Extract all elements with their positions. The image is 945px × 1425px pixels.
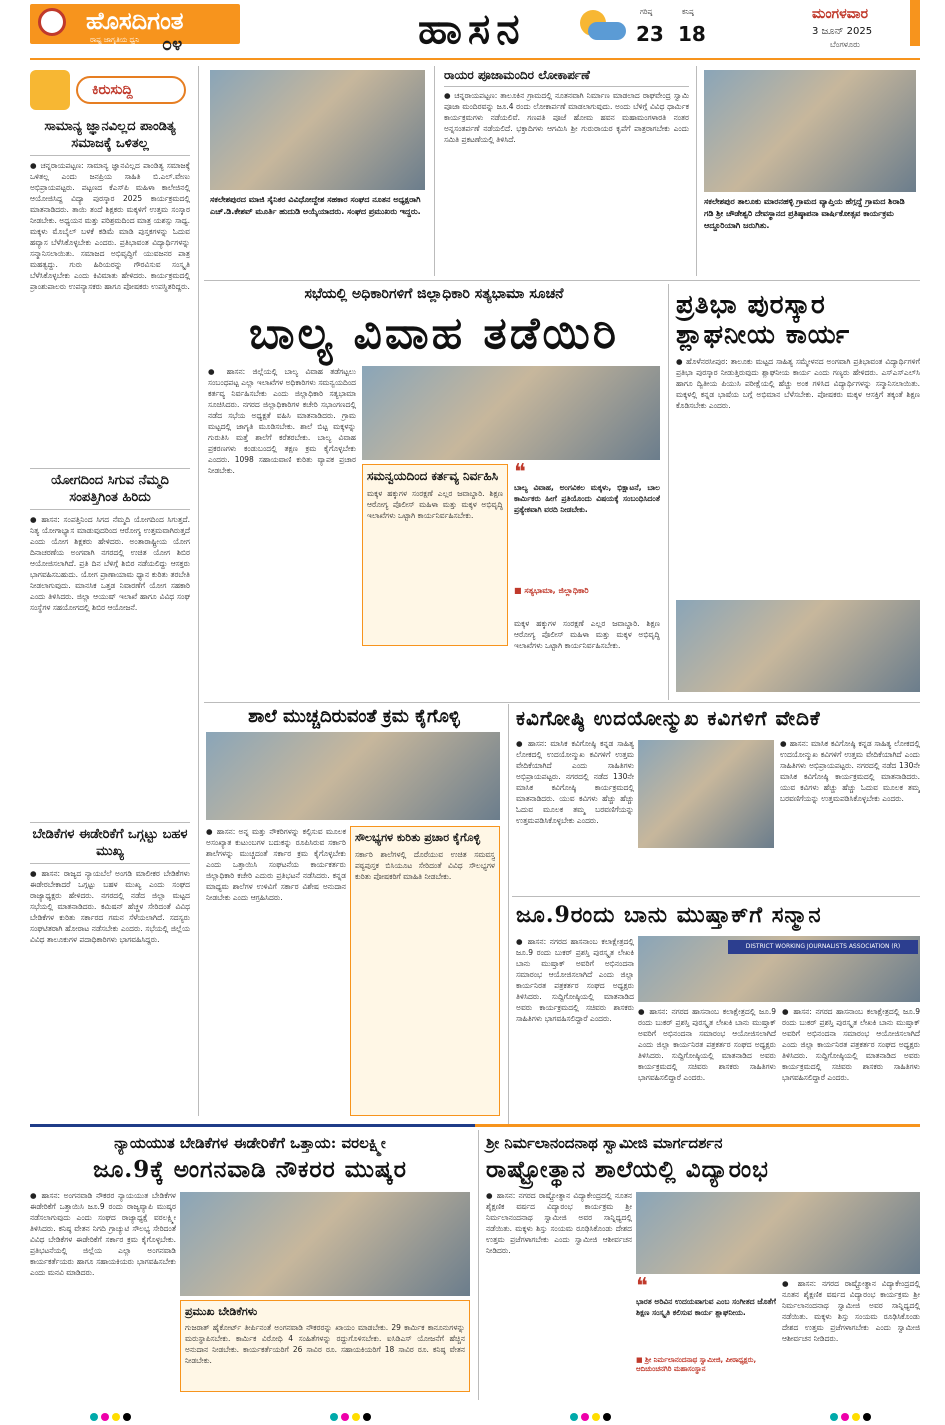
logo-text: ಹೊಸದಿಗಂತ xyxy=(86,7,184,35)
kavigoshti-body-continued: ● ಹಾಸನ: ಮಾಸಿಕ ಕವಿಗೋಷ್ಠಿ ಕನ್ನಡ ಸಾಹಿತ್ಯ ಲೋಕದಲ್ಲಿ ಉದಯೋನ್ಮುಖ ಕವಿಗಳಿಗೆ ಉತ್ತಮ ವೇದಿಕೆಯಾಗಿದೆ ಎಂದು ಸಾಹಿತಿಗಳು ಅಭಿಪ್ರಾಯಪಟ್ಟರು. ನಗರದಲ್ಲಿ ನಡೆದ 130ನೇ ಮಾಸಿಕ ಕವಿಗೋಷ್ಠಿ ಕಾರ್ಯಕ್ರಮದಲ್ಲಿ ಮಾತನಾಡಿದರು. ಯುವ ಕವಿಗಳು ಹೆಚ್ಚು ಹೆಚ್ಚು ಓದುವ ಮೂಲಕ ತಮ್ಮ ಬರವಣಿಗೆಯನ್ನು ಉತ್ತಮಪಡಿಸಿಕೊಳ್ಳಬೇಕು ಎಂದರು. xyxy=(780,739,920,803)
lead-quote xyxy=(514,460,660,614)
registration-marks-left xyxy=(90,1406,134,1425)
rayara-title: ರಾಯರ ಪೂಜಾಮಂದಿರ ಲೋಕಾರ್ಪಣೆ xyxy=(444,68,689,87)
photo-sainikara-sangha xyxy=(210,70,425,190)
registration-marks-mid xyxy=(330,1406,374,1425)
divider xyxy=(508,704,509,1124)
corner-tab xyxy=(910,0,920,46)
lead-box xyxy=(362,464,508,646)
banu-body-2: ● ಹಾಸನ: ನಗರದ ಹಾಸನಾಂಬ ಕಲಾಕ್ಷೇತ್ರದಲ್ಲಿ ಜೂ.9 ರಂದು ಬುಕರ್ ಪ್ರಶಸ್ತಿ ಪುರಸ್ಕೃತ ಲೇಖಕಿ ಬಾನು ಮುಷ್ತಾಕ್ ಅವರಿಗೆ ಅಭಿನಂದನಾ ಸಮಾರಂಭ ಆಯೋಜಿಸಲಾಗಿದೆ ಎಂದು ಜಿಲ್ಲಾ ಕಾರ್ಯನಿರತ ಪತ್ರಕರ್ತರ ಸಂಘದ ಅಧ್ಯಕ್ಷರು ತಿಳಿಸಿದರು. ಸುದ್ದಿಗೋಷ್ಠಿಯಲ್ಲಿ ಮಾತನಾಡಿದ ಅವರು ಕಾರ್ಯಕ್ರಮದಲ್ಲಿ ಸಚಿವರು ಶಾಸಕರು ಸಾಹಿತಿಗಳು ಭಾಗವಹಿಸಲಿದ್ದಾರೆ ಎಂದರು. xyxy=(638,1007,776,1082)
lead-body-continued: ಮಕ್ಕಳ ಹಕ್ಕುಗಳ ಸಂರಕ್ಷಣೆ ಎಲ್ಲರ ಜವಾಬ್ದಾರಿ. ಶಿಕ್ಷಣ ಆರೋಗ್ಯ ಪೊಲೀಸ್ ಮಹಿಳಾ ಮತ್ತು ಮಕ್ಕಳ ಅಭಿವೃದ್ಧಿ ಇಲಾಖೆಗಳು ಒಟ್ಟಾಗಿ ಕಾರ್ಯನಿರ್ವಹಿಸಬೇಕು. xyxy=(514,619,660,650)
photo-pratibha xyxy=(676,600,920,692)
divider xyxy=(434,66,435,276)
divider xyxy=(668,284,669,700)
registration-marks-right xyxy=(830,1406,874,1425)
anganwadi-box-title: ಪ್ರಮುಖ ಬೇಡಿಕೆಗಳು xyxy=(185,1305,258,1318)
kirusuddi-label: ಕಿರುಸುದ್ದಿ xyxy=(76,76,186,104)
banu-headline: ಜೂ.9ರಂದು ಬಾನು ಮುಷ್ತಾಕ್‌ಗೆ ಸನ್ಮಾನ xyxy=(516,902,822,928)
logo-emblem-icon xyxy=(38,8,66,36)
registration-marks-mid2 xyxy=(570,1406,614,1425)
rashtrotthana-body: ● ಹಾಸನ: ನಗರದ ರಾಷ್ಟ್ರೋತ್ಥಾನ ವಿದ್ಯಾಕೇಂದ್ರದಲ್ಲಿ ನೂತನ ಶೈಕ್ಷಣಿಕ ವರ್ಷದ ವಿದ್ಯಾರಂಭ ಕಾರ್ಯಕ್ರಮ ಶ್ರೀ ನಿರ್ಮಲಾನಂದನಾಥ ಸ್ವಾಮೀಜಿ ಅವರ ಸಾನ್ನಿಧ್ಯದಲ್ಲಿ ನಡೆಯಿತು. ಮಕ್ಕಳು ಶಿಸ್ತು ಸಂಯಮ ರೂಢಿಸಿಕೊಂಡು ದೇಶದ ಉತ್ತಮ ಪ್ರಜೆಗಳಾಗಬೇಕು ಎಂದು ಸ್ವಾಮೀಜಿ ಆಶೀರ್ವಚನ ನೀಡಿದರು. xyxy=(486,1191,632,1255)
left-column xyxy=(30,118,190,1118)
date: 3 ಜೂನ್ 2025 xyxy=(812,26,873,37)
anganwadi-body: ● ಹಾಸನ: ಅಂಗನವಾಡಿ ನೌಕರರ ನ್ಯಾಯಯುತ ಬೇಡಿಕೆಗಳ ಈಡೇರಿಕೆಗೆ ಒತ್ತಾಯಿಸಿ ಜೂ.9 ರಂದು ರಾಜ್ಯವ್ಯಾಪಿ ಮುಷ್ಕರ ನಡೆಸಲಾಗುವುದು ಎಂದು ಸಂಘದ ರಾಜ್ಯಾಧ್ಯಕ್ಷೆ ವರಲಕ್ಷ್ಮೀ ತಿಳಿಸಿದರು. ಕನಿಷ್ಠ ವೇತನ ನಿಗದಿ ಗ್ರಾಚ್ಯುಟಿ ಸೌಲಭ್ಯ ಸೇರಿದಂತೆ ವಿವಿಧ ಬೇಡಿಕೆಗಳ ಈಡೇರಿಕೆಗೆ ಸರ್ಕಾರ ಕ್ರಮ ಕೈಗೊಳ್ಳಬೇಕು. ಪ್ರತಿಭಟನೆಯಲ್ಲಿ ಜಿಲ್ಲೆಯ ಎಲ್ಲಾ ಅಂಗನವಾಡಿ ಕಾರ್ಯಕರ್ತೆಯರು ಹಾಗೂ ಸಹಾಯಕಿಯರು ಭಾಗವಹಿಸಬೇಕು ಎಂದು ಮನವಿ ಮಾಡಿದರು. xyxy=(30,1191,176,1277)
school-box xyxy=(350,826,500,1116)
page-number: ೦೪ xyxy=(162,34,183,55)
max-temp-label: ಗರಿಷ್ಠ xyxy=(640,8,653,16)
lead-quote-text: ಬಾಲ್ಯ ವಿವಾಹ, ಅಂಗವಿಕಲ ಮಕ್ಕಳು, ಭಿಕ್ಷಾಟನೆ, ಬಾಲ ಕಾರ್ಮಿಕರು ಹೀಗೆ ಪ್ರತಿಯೊಂದು ವಿಷಯಕ್ಕೆ ಸಂಬಂಧಿಸಿದಂತೆ ಪ್ರತ್ಯೇಕವಾಗಿ ವರದಿ ನೀಡಬೇಕು. xyxy=(514,483,660,514)
photo-protest xyxy=(206,732,500,820)
kavigoshti-body: ● ಹಾಸನ: ಮಾಸಿಕ ಕವಿಗೋಷ್ಠಿ ಕನ್ನಡ ಸಾಹಿತ್ಯ ಲೋಕದಲ್ಲಿ ಉದಯೋನ್ಮುಖ ಕವಿಗಳಿಗೆ ಉತ್ತಮ ವೇದಿಕೆಯಾಗಿದೆ ಎಂದು ಸಾಹಿತಿಗಳು ಅಭಿಪ್ರಾಯಪಟ್ಟರು. ನಗರದಲ್ಲಿ ನಡೆದ 130ನೇ ಮಾಸಿಕ ಕವಿಗೋಷ್ಠಿ ಕಾರ್ಯಕ್ರಮದಲ್ಲಿ ಮಾತನಾಡಿದರು. ಯುವ ಕವಿಗಳು ಹೆಚ್ಚು ಹೆಚ್ಚು ಓದುವ ಮೂಲಕ ತಮ್ಮ ಬರವಣಿಗೆಯನ್ನು ಉತ್ತಮಪಡಿಸಿಕೊಳ್ಳಬೇಕು ಎಂದರು. xyxy=(516,739,634,825)
photo-meeting xyxy=(362,366,660,460)
masthead xyxy=(0,0,945,58)
school-body: ● ಹಾಸನ: ಅನ್ನ ಮತ್ತು ನೌಕರಿಗಳನ್ನು ಕಲ್ಪಿಸುವ ಮೂಲಕ ಅಸಂಖ್ಯಾತ ಕುಟುಂಬಗಳ ಬದುಕನ್ನು ರೂಪಿಸಿರುವ ಸರ್ಕಾರಿ ಶಾಲೆಗಳನ್ನು ಮುಚ್ಚದಂತೆ ಸರ್ಕಾರ ಕ್ರಮ ಕೈಗೊಳ್ಳಬೇಕು ಎಂದು ಒತ್ತಾಯಿಸಿ ಸಂಘಟನೆಯ ಕಾರ್ಯಕರ್ತರು ಜಿಲ್ಲಾಧಿಕಾರಿ ಕಚೇರಿ ಎದುರು ಪ್ರತಿಭಟನೆ ನಡೆಸಿದರು. ಕನ್ನಡ ಮಾಧ್ಯಮ ಶಾಲೆಗಳ ಉಳಿವಿಗೆ ಸರ್ಕಾರ ವಿಶೇಷ ಅನುದಾನ ನೀಡಬೇಕು ಎಂದು ಆಗ್ರಹಿಸಿದರು. xyxy=(206,827,346,902)
rayara-body: ● ಚನ್ನರಾಯಪಟ್ಟಣ: ತಾಲೂಕಿನ ಗ್ರಾಮದಲ್ಲಿ ನೂತನವಾಗಿ ನಿರ್ಮಾಣ ಮಾಡಲಾದ ರಾಘವೇಂದ್ರ ಸ್ವಾಮಿ ಪೂಜಾ ಮಂದಿರವನ್ನು ಜೂ.4 ರಂದು ಲೋಕಾರ್ಪಣೆ ಮಾಡಲಾಗುವುದು. ಅಂದು ಬೆಳಿಗ್ಗೆ ವಿವಿಧ ಧಾರ್ಮಿಕ ಕಾರ್ಯಕ್ರಮಗಳು ನಡೆಯಲಿವೆ. ಗಣಪತಿ ಪೂಜೆ ಹೋಮ ಹವನ ಮಹಾಮಂಗಳಾರತಿ ನಂತರ ಅನ್ನಸಂತರ್ಪಣೆ ನಡೆಯಲಿದೆ. ಭಕ್ತಾದಿಗಳು ಆಗಮಿಸಿ ಶ್ರೀ ಗುರುರಾಯರ ಕೃಪೆಗೆ ಪಾತ್ರರಾಗಬೇಕು ಎಂದು ಸಮಿತಿ ಪ್ರಕಟಣೆಯಲ್ಲಿ ತಿಳಿಸಿದೆ. xyxy=(444,91,689,144)
bottom-band xyxy=(30,1124,920,1127)
row-divider xyxy=(204,702,920,703)
kavigoshti-headline: ಕವಿಗೋಷ್ಠಿ ಉದಯೋನ್ಮುಖ ಕವಿಗಳಿಗೆ ವೇದಿಕೆ xyxy=(516,706,821,730)
rashtrotthana-quote-text: ಭಾರತ ಅರಿವಿನ ಉದಯವಾಗುವ ಎಂಬ ಸಂಗೀತದ ಜೊತೆಗೆ ಶಿಕ್ಷಣ ಸಂಸ್ಕೃತಿ ಕಲಿಸುವ ಕಾರ್ಯ ಶ್ಲಾಘನೀಯ. xyxy=(636,1297,776,1317)
anganwadi-box-body: ಗುಜರಾತ್ ಹೈಕೋರ್ಟ್ ತೀರ್ಪಿನಂತೆ ಅಂಗನವಾಡಿ ನೌಕರರನ್ನು ಖಾಯಂ ಮಾಡಬೇಕು. 29 ಕಾರ್ಮಿಕ ಕಾನೂನುಗಳನ್ನು ಮರುಸ್ಥಾಪಿಸಬೇಕು. ಕಾರ್ಮಿಕ ವಿರೋಧಿ 4 ಸಂಹಿತೆಗಳನ್ನು ರದ್ದುಗೊಳಿಸಬೇಕು. ಐಸಿಡಿಎಸ್ ಯೋಜನೆಗೆ ಹೆಚ್ಚಿನ ಅನುದಾನ ನೀಡಬೇಕು. ಕಾರ್ಯಕರ್ತೆಯರಿಗೆ 26 ಸಾವಿರ ರೂ. ಸಹಾಯಕಿಯರಿಗೆ 18 ಸಾವಿರ ರೂ. ಕನಿಷ್ಠ ವೇತನ ನೀಡಬೇಕು. xyxy=(185,1323,465,1365)
anganwadi-box xyxy=(180,1300,470,1392)
kirusuddi-header xyxy=(30,68,190,118)
lead-kicker: ಸಭೆಯಲ್ಲಿ ಅಧಿಕಾರಿಗಳಿಗೆ ಜಿಲ್ಲಾಧಿಕಾರಿ ಸತ್ಯಭಾಮಾ ಸೂಚನೆ xyxy=(304,286,564,302)
row-divider xyxy=(512,896,920,897)
school-box-title: ಸೌಲಭ್ಯಗಳ ಕುರಿತು ಪ್ರಚಾರ ಕೈಗೊಳ್ಳಿ xyxy=(355,831,481,844)
column-divider xyxy=(198,66,199,1116)
rashtrotthana-headline: ರಾಷ್ಟ್ರೋತ್ಥಾನ ಶಾಲೆಯಲ್ಲಿ ವಿದ್ಯಾರಂಭ xyxy=(486,1156,769,1183)
photo-anganwadi xyxy=(180,1192,470,1296)
school-headline: ಶಾಲೆ ಮುಚ್ಚದಿರುವಂತೆ ಕ್ರಮ ಕೈಗೊಳ್ಳಿ xyxy=(248,706,460,727)
pratibha-body: ● ಹೊಳೆನರಸೀಪುರ: ತಾಲೂಕು ಮಟ್ಟದ ಸಾಹಿತ್ಯ ಸಮ್ಮೇಳನದ ಅಂಗವಾಗಿ ಪ್ರತಿಭಾವಂತ ವಿದ್ಯಾರ್ಥಿಗಳಿಗೆ ಪ್ರತಿಭಾ ಪುರಸ್ಕಾರ ನೀಡುತ್ತಿರುವುದು ಶ್ಲಾಘನೀಯ ಕಾರ್ಯ ಎಂದು ಗಣ್ಯರು ಹೇಳಿದರು. ಎಸ್‌ಎಸ್‌ಎಲ್‌ಸಿ ಹಾಗೂ ದ್ವಿತೀಯ ಪಿಯುಸಿ ಪರೀಕ್ಷೆಯಲ್ಲಿ ಹೆಚ್ಚು ಅಂಕ ಗಳಿಸಿದ ವಿದ್ಯಾರ್ಥಿಗಳನ್ನು ಸನ್ಮಾನಿಸಲಾಯಿತು. ಮಕ್ಕಳಲ್ಲಿ ಕನ್ನಡ ಭಾಷೆಯ ಬಗ್ಗೆ ಅಭಿಮಾನ ಬೆಳೆಸಬೇಕು. ಪೋಷಕರು ಮಕ್ಕಳ ಆಸಕ್ತಿಗೆ ತಕ್ಕಂತೆ ಶಿಕ್ಷಣ ಕೊಡಿಸಬೇಕು ಎಂದರು. xyxy=(676,357,920,410)
kiru-body-1: ● ಚನ್ನರಾಯಪಟ್ಟಣ: ಸಾಮಾನ್ಯ ಜ್ಞಾನವಿಲ್ಲದ ಪಾಂಡಿತ್ಯ ಸಮಾಜಕ್ಕೆ ಒಳಿತಲ್ಲ ಎಂದು ಜನಪ್ರಿಯ ಸಾಹಿತಿ ಬಿ.ಎಲ್.ವೇಣು ಅಭಿಪ್ರಾಯಪಟ್ಟರು. ಪಟ್ಟಣದ ಕೆಎಸ್‌ಪಿ ಮಹಿಳಾ ಕಾಲೇಜಿನಲ್ಲಿ ಆಯೋಜಿಸಿದ್ದ ವಿದ್ಯಾ ಪುರಸ್ಕಾರ 2025 ಕಾರ್ಯಕ್ರಮದಲ್ಲಿ ಮಾತನಾಡಿದರು. ತಾಯಿ ತಂದೆ ಶಿಕ್ಷಕರು ಮಕ್ಕಳಿಗೆ ಉತ್ತಮ ಸಂಸ್ಕಾರ ನೀಡಬೇಕು. ಅಧ್ಯಯನ ಮತ್ತು ಪರಿಶ್ರಮದಿಂದ ಮಾತ್ರ ಯಶಸ್ಸು ಸಾಧ್ಯ. ಮಕ್ಕಳು ಮೊಬೈಲ್ ಬಳಕೆ ಕಡಿಮೆ ಮಾಡಿ ಪುಸ್ತಕಗಳನ್ನು ಓದುವ ಹವ್ಯಾಸ ಬೆಳೆಸಿಕೊಳ್ಳಬೇಕು ಎಂದರು. ಪ್ರತಿಭಾವಂತ ವಿದ್ಯಾರ್ಥಿಗಳನ್ನು ಸನ್ಮಾನಿಸಲಾಯಿತು. ಸಮಾಜದ ಅಭಿವೃದ್ಧಿಗೆ ಯುವಜನರ ಪಾತ್ರ ಮಹತ್ವದ್ದು. ಗುರು ಹಿರಿಯರನ್ನು ಗೌರವಿಸುವ ಸಂಸ್ಕೃತಿ ಬೆಳೆಸಿಕೊಳ್ಳಬೇಕು ಎಂದು ಕಿವಿಮಾತು ಹೇಳಿದರು. ಕಾರ್ಯಕ್ರಮದಲ್ಲಿ ಪ್ರಾಂಶುಪಾಲರು ಉಪನ್ಯಾಸಕರು ಹಾಗೂ ಪೋಷಕರು ಉಪಸ್ಥಿತರಿದ್ದರು. xyxy=(30,161,190,291)
lead-body: ● ಹಾಸನ: ಜಿಲ್ಲೆಯಲ್ಲಿ ಬಾಲ್ಯ ವಿವಾಹ ತಡೆಗಟ್ಟಲು ಸಂಬಂಧಪಟ್ಟ ಎಲ್ಲಾ ಇಲಾಖೆಗಳ ಅಧಿಕಾರಿಗಳು ಸಮನ್ವಯದಿಂದ ಕರ್ತವ್ಯ ನಿರ್ವಹಿಸಬೇಕು ಎಂದು ಜಿಲ್ಲಾಧಿಕಾರಿ ಸತ್ಯಭಾಮಾ ಸೂಚಿಸಿದರು. ನಗರದ ಜಿಲ್ಲಾಧಿಕಾರಿಗಳ ಕಚೇರಿ ಸಭಾಂಗಣದಲ್ಲಿ ನಡೆದ ಸಭೆಯ ಅಧ್ಯಕ್ಷತೆ ವಹಿಸಿ ಮಾತನಾಡಿದರು. ಗ್ರಾಮ ಮಟ್ಟದಲ್ಲಿ ಜಾಗೃತಿ ಮೂಡಿಸಬೇಕು. ಶಾಲೆ ಬಿಟ್ಟ ಮಕ್ಕಳನ್ನು ಗುರುತಿಸಿ ಮತ್ತೆ ಶಾಲೆಗೆ ಕರೆತರಬೇಕು. ಬಾಲ್ಯ ವಿವಾಹ ಪ್ರಕರಣಗಳು ಕಂಡುಬಂದಲ್ಲಿ ತಕ್ಷಣ ಕ್ರಮ ಕೈಗೊಳ್ಳಬೇಕು ಎಂದರು. 1098 ಸಹಾಯವಾಣಿ ಕುರಿತು ವ್ಯಾಪಕ ಪ್ರಚಾರ ನೀಡಬೇಕು. xyxy=(208,367,356,475)
tagline: ರಾಷ್ಟ್ರ ಜಾಗೃತಿಯ ಧ್ವನಿ xyxy=(90,36,140,44)
rashtrotthana-kicker: ಶ್ರೀ ನಿರ್ಮಲಾನಂದನಾಥ ಸ್ವಾಮೀಜಿ ಮಾರ್ಗದರ್ಶನ xyxy=(486,1134,723,1152)
min-temp-label: ಕನಿಷ್ಠ xyxy=(682,8,694,16)
rashtrotthana-body-2: ● ಹಾಸನ: ನಗರದ ರಾಷ್ಟ್ರೋತ್ಥಾನ ವಿದ್ಯಾಕೇಂದ್ರದಲ್ಲಿ ನೂತನ ಶೈಕ್ಷಣಿಕ ವರ್ಷದ ವಿದ್ಯಾರಂಭ ಕಾರ್ಯಕ್ರಮ ಶ್ರೀ ನಿರ್ಮಲಾನಂದನಾಥ ಸ್ವಾಮೀಜಿ ಅವರ ಸಾನ್ನಿಧ್ಯದಲ್ಲಿ ನಡೆಯಿತು. ಮಕ್ಕಳು ಶಿಸ್ತು ಸಂಯಮ ರೂಢಿಸಿಕೊಂಡು ದೇಶದ ಉತ್ತಮ ಪ್ರಜೆಗಳಾಗಬೇಕು ಎಂದು ಸ್ವಾಮೀಜಿ ಆಶೀರ್ವಚನ ನೀಡಿದರು. xyxy=(782,1279,920,1343)
photo-vidyarambha xyxy=(636,1192,920,1274)
banu-body: ● ಹಾಸನ: ನಗರದ ಹಾಸನಾಂಬ ಕಲಾಕ್ಷೇತ್ರದಲ್ಲಿ ಜೂ.9 ರಂದು ಬುಕರ್ ಪ್ರಶಸ್ತಿ ಪುರಸ್ಕೃತ ಲೇಖಕಿ ಬಾನು ಮುಷ್ತಾಕ್ ಅವರಿಗೆ ಅಭಿನಂದನಾ ಸಮಾರಂಭ ಆಯೋಜಿಸಲಾಗಿದೆ ಎಂದು ಜಿಲ್ಲಾ ಕಾರ್ಯನಿರತ ಪತ್ರಕರ್ತರ ಸಂಘದ ಅಧ್ಯಕ್ಷರು ತಿಳಿಸಿದರು. ಸುದ್ದಿಗೋಷ್ಠಿಯಲ್ಲಿ ಮಾತನಾಡಿದ ಅವರು ಕಾರ್ಯಕ್ರಮದಲ್ಲಿ ಸಚಿವರು ಶಾಸಕರು ಸಾಹಿತಿಗಳು ಭಾಗವಹಿಸಲಿದ್ದಾರೆ ಎಂದರು. xyxy=(516,937,634,1023)
divider xyxy=(696,66,697,276)
divider xyxy=(478,1130,479,1400)
kirusuddi-icon xyxy=(30,70,70,110)
pratibha-headline: ಪ್ರತಿಭಾ ಪುರಸ್ಕಾರ ಶ್ಲಾಘನೀಯ ಕಾರ್ಯ xyxy=(676,290,851,350)
min-temp: 18 xyxy=(678,22,706,46)
press-banner: DISTRICT WORKING JOURNALISTS ASSOCIATION (R) xyxy=(728,940,918,954)
rashtrotthana-quote-author: ■ ಶ್ರೀ ನಿರ್ಮಲಾನಂದನಾಥ ಸ್ವಾಮೀಜಿ, ಪೀಠಾಧ್ಯಕ್ಷರು, ಆದಿಚುಂಚನಗಿರಿ ಮಹಾಸಂಸ್ಥಾನ xyxy=(636,1356,757,1373)
banu-body-3: ● ಹಾಸನ: ನಗರದ ಹಾಸನಾಂಬ ಕಲಾಕ್ಷೇತ್ರದಲ್ಲಿ ಜೂ.9 ರಂದು ಬುಕರ್ ಪ್ರಶಸ್ತಿ ಪುರಸ್ಕೃತ ಲೇಖಕಿ ಬಾನು ಮುಷ್ತಾಕ್ ಅವರಿಗೆ ಅಭಿನಂದನಾ ಸಮಾರಂಭ ಆಯೋಜಿಸಲಾಗಿದೆ ಎಂದು ಜಿಲ್ಲಾ ಕಾರ್ಯನಿರತ ಪತ್ರಕರ್ತರ ಸಂಘದ ಅಧ್ಯಕ್ಷರು ತಿಳಿಸಿದರು. ಸುದ್ದಿಗೋಷ್ಠಿಯಲ್ಲಿ ಮಾತನಾಡಿದ ಅವರು ಕಾರ್ಯಕ್ರಮದಲ್ಲಿ ಸಚಿವರು ಶಾಸಕರು ಸಾಹಿತಿಗಳು ಭಾಗವಹಿಸಲಿದ್ದಾರೆ ಎಂದರು. xyxy=(782,1007,920,1082)
photo-kavigoshti xyxy=(638,740,774,848)
anganwadi-headline: ಜೂ.9ಕ್ಕೆ ಅಂಗನವಾಡಿ ನೌಕರರ ಮುಷ್ಕರ xyxy=(93,1156,407,1183)
anganwadi-kicker: ನ್ಯಾಯಯುತ ಬೇಡಿಕೆಗಳ ಈಡೇರಿಕೆಗೆ ಒತ್ತಾಯ: ವರಲಕ್ಷ್ಮೀ xyxy=(114,1134,386,1152)
kiru-title-2: ಯೋಗದಿಂದ ಸಿಗುವ ನೆಮ್ಮದಿ ಸಂಪತ್ತಿಗಿಂತ ಹಿರಿದು xyxy=(30,468,190,510)
lead-headline: ಬಾಲ್ಯ ವಿವಾಹ ತಡೆಯಿರಿ xyxy=(248,308,620,359)
school-box-body: ಸರ್ಕಾರಿ ಶಾಲೆಗಳಲ್ಲಿ ದೊರೆಯುವ ಉಚಿತ ಸಮವಸ್ತ್ರ ಪಠ್ಯಪುಸ್ತಕ ಬಿಸಿಯೂಟ ಸೇರಿದಂತೆ ವಿವಿಧ ಸೌಲಭ್ಯಗಳ ಕುರಿತು ಪೋಷಕರಿಗೆ ಮಾಹಿತಿ ನೀಡಬೇಕು. xyxy=(355,850,495,881)
cloud-icon xyxy=(588,22,626,40)
caption-chowdeshwari: ಸಕಲೇಶಪುರ ತಾಲೂಕು ಮಾರನಹಳ್ಳಿ ಗ್ರಾಮದ ವ್ಯಾಪ್ತಿಯ ಹೆಗ್ಗದ್ದೆ ಗ್ರಾಮದ ಶಿರಾಡಿ ಗಡಿ ಶ್ರೀ ಚೌಡೇಶ್ವರಿ ದೇವಸ್ಥಾನದ ಪ್ರತಿಷ್ಠಾಪನಾ ವಾರ್ಷಿಕೋತ್ಸವ ಕಾರ್ಯಕ್ರಮ ಆದ್ದೂರಿಯಾಗಿ ಜರುಗಿತು. xyxy=(704,197,905,230)
rashtrotthana-quote xyxy=(636,1274,776,1390)
kiru-body-3: ● ಹಾಸನ: ರಾಜ್ಯದ ನ್ಯಾಯಬೆಲೆ ಅಂಗಡಿ ಮಾಲೀಕರ ಬೇಡಿಕೆಗಳು ಈಡೇರಬೇಕಾದರೆ ಒಗ್ಗಟ್ಟು ಬಹಳ ಮುಖ್ಯ ಎಂದು ಸಂಘದ ರಾಜ್ಯಾಧ್ಯಕ್ಷರು ಹೇಳಿದರು. ನಗರದಲ್ಲಿ ನಡೆದ ಜಿಲ್ಲಾ ಮಟ್ಟದ ಸಭೆಯಲ್ಲಿ ಮಾತನಾಡಿದರು. ಕಮಿಷನ್ ಹೆಚ್ಚಳ ಸೇರಿದಂತೆ ವಿವಿಧ ಬೇಡಿಕೆಗಳ ಕುರಿತು ಸರ್ಕಾರದ ಗಮನ ಸೆಳೆಯಲಾಗಿದೆ. ಸದಸ್ಯರು ಸಂಘಟಿತರಾಗಿ ಹೋರಾಟ ನಡೆಸಬೇಕು ಎಂದರು. ಸಭೆಯಲ್ಲಿ ಜಿಲ್ಲೆಯ ವಿವಿಧ ತಾಲೂಕುಗಳ ಪದಾಧಿಕಾರಿಗಳು ಭಾಗವಹಿಸಿದ್ದರು. xyxy=(30,869,190,944)
edition-place: ಬೆಂಗಳೂರು xyxy=(830,40,860,49)
kiru-title-3: ಬೇಡಿಕೆಗಳ ಈಡೇರಿಕೆಗೆ ಒಗ್ಗಟ್ಟು ಬಹಳ ಮುಖ್ಯ xyxy=(30,822,190,864)
photo-chowdeshwari xyxy=(704,70,916,192)
caption-sainikara: ಸಕಲೇಶಪುರದ ಮಾಜಿ ಸೈನಿಕರ ವಿವಿಧೋದ್ದೇಶ ಸಹಕಾರ ಸಂಘದ ನೂತನ ಅಧ್ಯಕ್ಷರಾಗಿ ಎಚ್.ಡಿ.ಕೇಶವ್ ಮೂರ್ತಿ ಹುದುಡಿ ಆಯ್ಕೆಯಾದರು. ಸಂಘದ ಪ್ರಮುಖರು ಇದ್ದರು. xyxy=(210,195,421,216)
quote-mark-icon: ❝ xyxy=(636,1274,648,1299)
photo-press-meet xyxy=(638,936,920,1002)
row-divider xyxy=(204,280,920,281)
kiru-body-2: ● ಹಾಸನ: ಸಂಪತ್ತಿನಿಂದ ಸಿಗದ ನೆಮ್ಮದಿ ಯೋಗದಿಂದ ಸಿಗುತ್ತದೆ. ನಿತ್ಯ ಯೋಗಾಭ್ಯಾಸ ಮಾಡುವುದರಿಂದ ಆರೋಗ್ಯ ಉತ್ತಮವಾಗಿರುತ್ತದೆ ಎಂದು ಯೋಗ ಶಿಕ್ಷಕರು ಹೇಳಿದರು. ಅಂತಾರಾಷ್ಟ್ರೀಯ ಯೋಗ ದಿನಾಚರಣೆಯ ಅಂಗವಾಗಿ ನಗರದಲ್ಲಿ ಉಚಿತ ಯೋಗ ಶಿಬಿರ ಆಯೋಜಿಸಲಾಗಿದೆ. ಪ್ರತಿ ದಿನ ಬೆಳಿಗ್ಗೆ ಶಿಬಿರ ನಡೆಯಲಿದ್ದು ಆಸಕ್ತರು ಭಾಗವಹಿಸಬಹುದು. ಯೋಗ ಪ್ರಾಣಾಯಾಮ ಧ್ಯಾನ ಕುರಿತು ತರಬೇತಿ ನೀಡಲಾಗುವುದು. ಮಾನಸಿಕ ಒತ್ತಡ ನಿವಾರಣೆಗೆ ಯೋಗ ಸಹಕಾರಿ ಎಂದು ತಿಳಿಸಿದರು. ಜಿಲ್ಲಾ ಆಯುಷ್ ಇಲಾಖೆ ಹಾಗೂ ವಿವಿಧ ಸಂಘ ಸಂಸ್ಥೆಗಳ ಸಹಯೋಗದಲ್ಲಿ ಶಿಬಿರ ಆಯೋಜನೆ. xyxy=(30,515,190,612)
lead-box-body: ಮಕ್ಕಳ ಹಕ್ಕುಗಳ ಸಂರಕ್ಷಣೆ ಎಲ್ಲರ ಜವಾಬ್ದಾರಿ. ಶಿಕ್ಷಣ ಆರೋಗ್ಯ ಪೊಲೀಸ್ ಮಹಿಳಾ ಮತ್ತು ಮಕ್ಕಳ ಅಭಿವೃದ್ಧಿ ಇಲಾಖೆಗಳು ಒಟ್ಟಾಗಿ ಕಾರ್ಯನಿರ್ವಹಿಸಬೇಕು. xyxy=(367,489,503,520)
city-title: ಹಾಸನ xyxy=(418,4,526,53)
max-temp: 23 xyxy=(636,22,664,46)
masthead-rule xyxy=(30,58,920,60)
quote-mark-icon: ❝ xyxy=(514,460,526,485)
kiru-title-1: ಸಾಮಾನ್ಯ ಜ್ಞಾನವಿಲ್ಲದ ಪಾಂಡಿತ್ಯ ಸಮಾಜಕ್ಕೆ ಒಳಿತಲ್ಲ xyxy=(30,118,190,156)
lead-box-title: ಸಮನ್ವಯದಿಂದ ಕರ್ತವ್ಯ ನಿರ್ವಹಿಸಿ xyxy=(367,469,499,483)
day-name: ಮಂಗಳವಾರ xyxy=(812,6,869,22)
lead-quote-author: ■ ಸತ್ಯಭಾಮಾ, ಜಿಲ್ಲಾಧಿಕಾರಿ xyxy=(514,586,589,595)
